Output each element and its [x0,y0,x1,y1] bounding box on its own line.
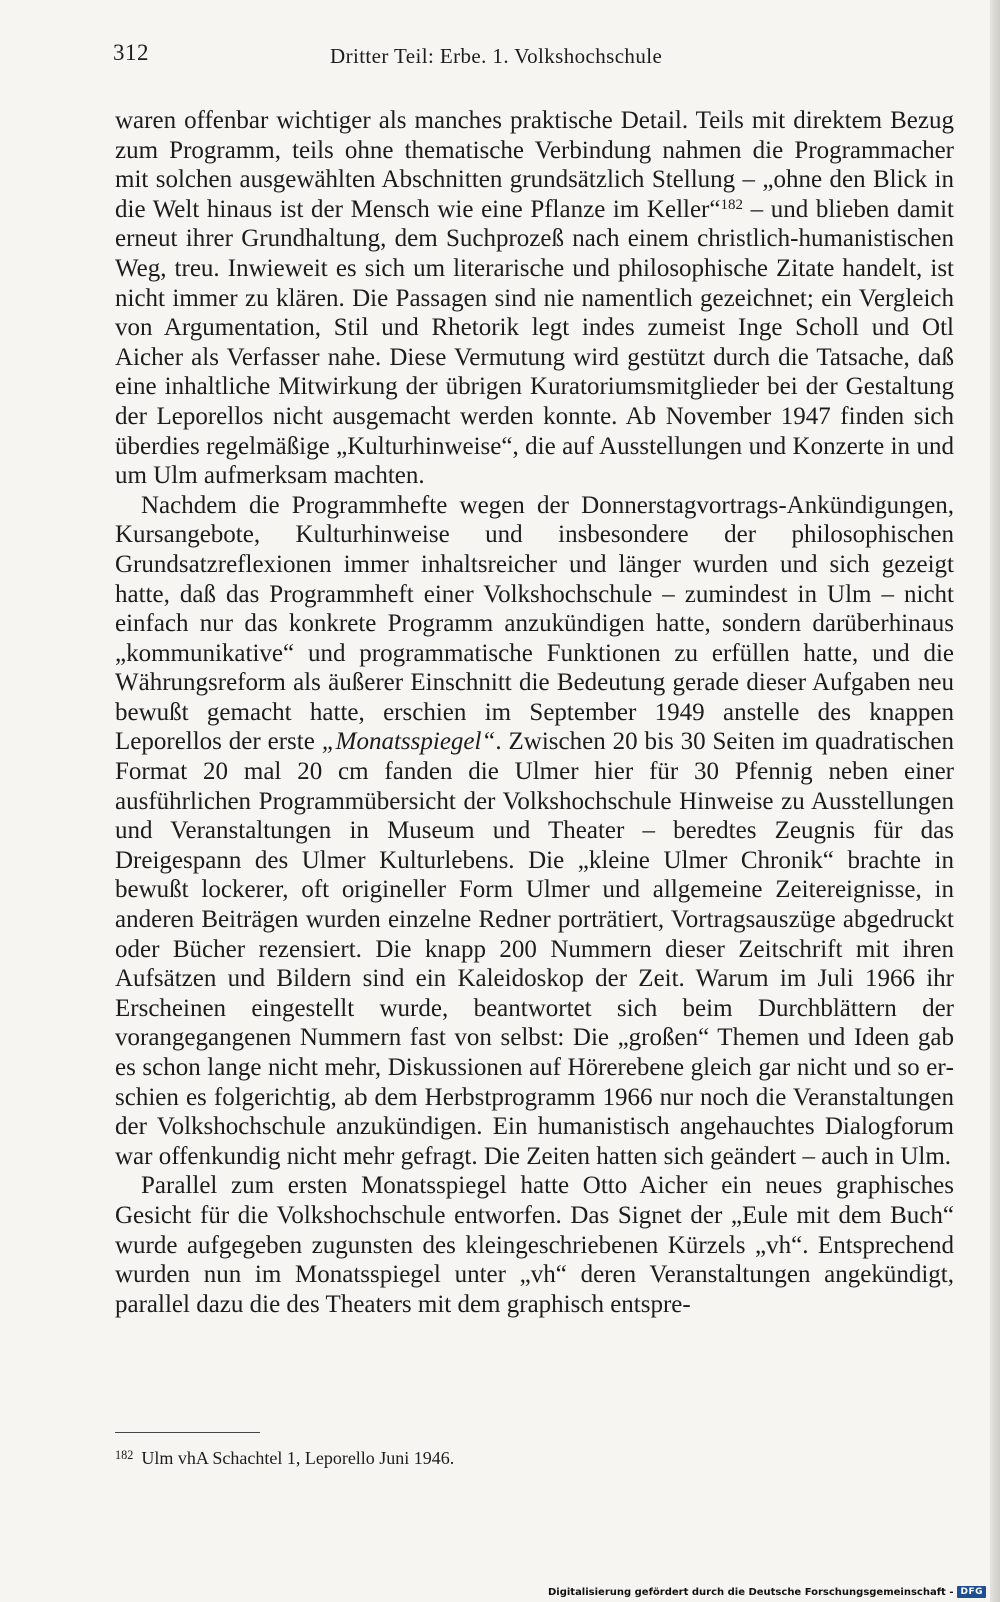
paragraph-3: Parallel zum ersten Monatsspiegel hatte Otto Aicher ein neues graphisches Gesicht für die Volkshochschule entworfen. Das Signet der „Eule mit dem Buch“ wurde aufgegeben zugunsten des kleingeschriebenen Kürzels „vh“. Entsprechend wurden nun im Monatsspiegel unter „vh“ deren Veranstaltungen angekündigt, parallel dazu die des Theaters mit dem graphisch entspre- [115,1172,954,1318]
body-text [115,106,954,1319]
paragraph-1-part-b: – und blieben damit erneut ihrer Grundhaltung, dem Suchprozeß nach einem christlich-humanistischen Weg, treu. Inwieweit es sich um literarische und philosophische Zitate handelt, ist nicht immer zu klären. Die Passagen sind nie namentlich gezeichnet; ein Vergleich von Argumentation, Stil und Rhetorik legt indes zumeist Inge Scholl und Otl Aicher als Verfasser nahe. Diese Vermutung wird gestützt durch die Tatsache, daß eine inhaltliche Mitwirkung der übrigen Kuratoriumsmitglieder bei der Gestaltung der Leporellos nicht ausgemacht werden konnte. Ab November 1947 finden sich überdies regelmäßige „Kulturhinweise“, die auf Ausstellungen und Konzerte in und um Ulm aufmerksam machten. [115,195,954,490]
paragraph-1-part-a: waren offenbar wichtiger als manches praktische Detail. Teils mit direktem Bezug zum Programm, teils ohne thematische Verbindung nahmen die Programmacher mit solchen ausgewählten Abschnitten grundsätzlich Stellung – „ohne den Blick in die Welt hinaus ist der Mensch wie eine Pflanze im Keller“ [115,107,954,223]
footnote-divider [115,1432,260,1433]
footnote-number: 182 [115,1447,134,1462]
paragraph-2-part-b: . Zwischen 20 bis 30 Seiten im quadratischen Format 20 mal 20 cm fanden die Ulmer hier für 30 Pfennig neben einer ausführlichen Programmübersicht der Volkshochschule Hinweise zu Ausstellungen und Veranstaltungen in Museum und Theater – beredtes Zeugnis für das Dreigespann des Ulmer Kulturlebens. Die „kleine Ulmer Chronik“ brachte in bewußt lockerer, oft origineller Form Ulmer und allgemeine Zeitereignisse, in anderen Beiträgen wurden einzelne Redner porträtiert, Vortragsauszüge abgedruckt oder Bücher rezensiert. Die knapp 200 Nummern dieser Zeitschrift mit ihren Aufsätzen und Bildern sind ein Kaleidoskop der Zeit. Warum im Juli 1966 ihr Erscheinen eingestellt wurde, beantwortet sich beim Durchblättern der vorangegangenen Nummern fast von selbst: Die „großen“ Themen und Ideen gab es schon lange nicht mehr, Diskussionen auf Hörerebene gleich gar nicht und so erschien es folgerichtig, ab dem Herbstprogramm 1966 nur noch die Veranstaltungen der Volkshochschule anzukündigen. Ein humanistisch angehauchtes Dialogforum war offenkundig nicht mehr gefragt. Die Zeiten hatten sich geändert – auch in Ulm. [115,728,954,1170]
paragraph-2-part-a: Nachdem die Programmhefte wegen der Donnerstagvortrags-Ankündigungen, Kursangebote, Kulturhinweise und insbesondere der philosophischen Grundsatzreflexionen immer inhaltsreicher und länger wurden und sich gezeigt hatte, daß das Programmheft einer Volkshochschule – zumindest in Ulm – nicht einfach nur das konkrete Programm anzukündigen hatte, sondern darüberhinaus „kommunikative“ und programmatische Funktionen zu erfüllen hatte, und die Währungsreform als äußerer Einschnitt die Bedeutung gerade dieser Aufgaben neu bewußt gemacht hatte, erschien im September 1949 anstelle des knappen Leporellos der erste [115,491,954,756]
dfg-logo-icon: DFG [957,1586,986,1598]
digitization-credit [548,1586,986,1598]
running-head: Dritter Teil: Erbe. 1. Volkshochschule [330,44,663,68]
footnote-text: Ulm vhA Schachtel 1, Leporello Juni 1946. [141,1448,455,1468]
credit-text: Digitalisierung gefördert durch die Deutsche Forschungsgemeinschaft - [547,1586,954,1598]
publication-title: „Monatsspiegel“ [321,728,496,756]
page-number: 312 [113,40,149,65]
paragraph-2 [115,491,954,1172]
footnote-reference[interactable]: 182 [720,196,743,213]
footnote [115,1446,454,1470]
scan-edge [990,0,1000,1602]
paragraph-1 [115,106,954,491]
